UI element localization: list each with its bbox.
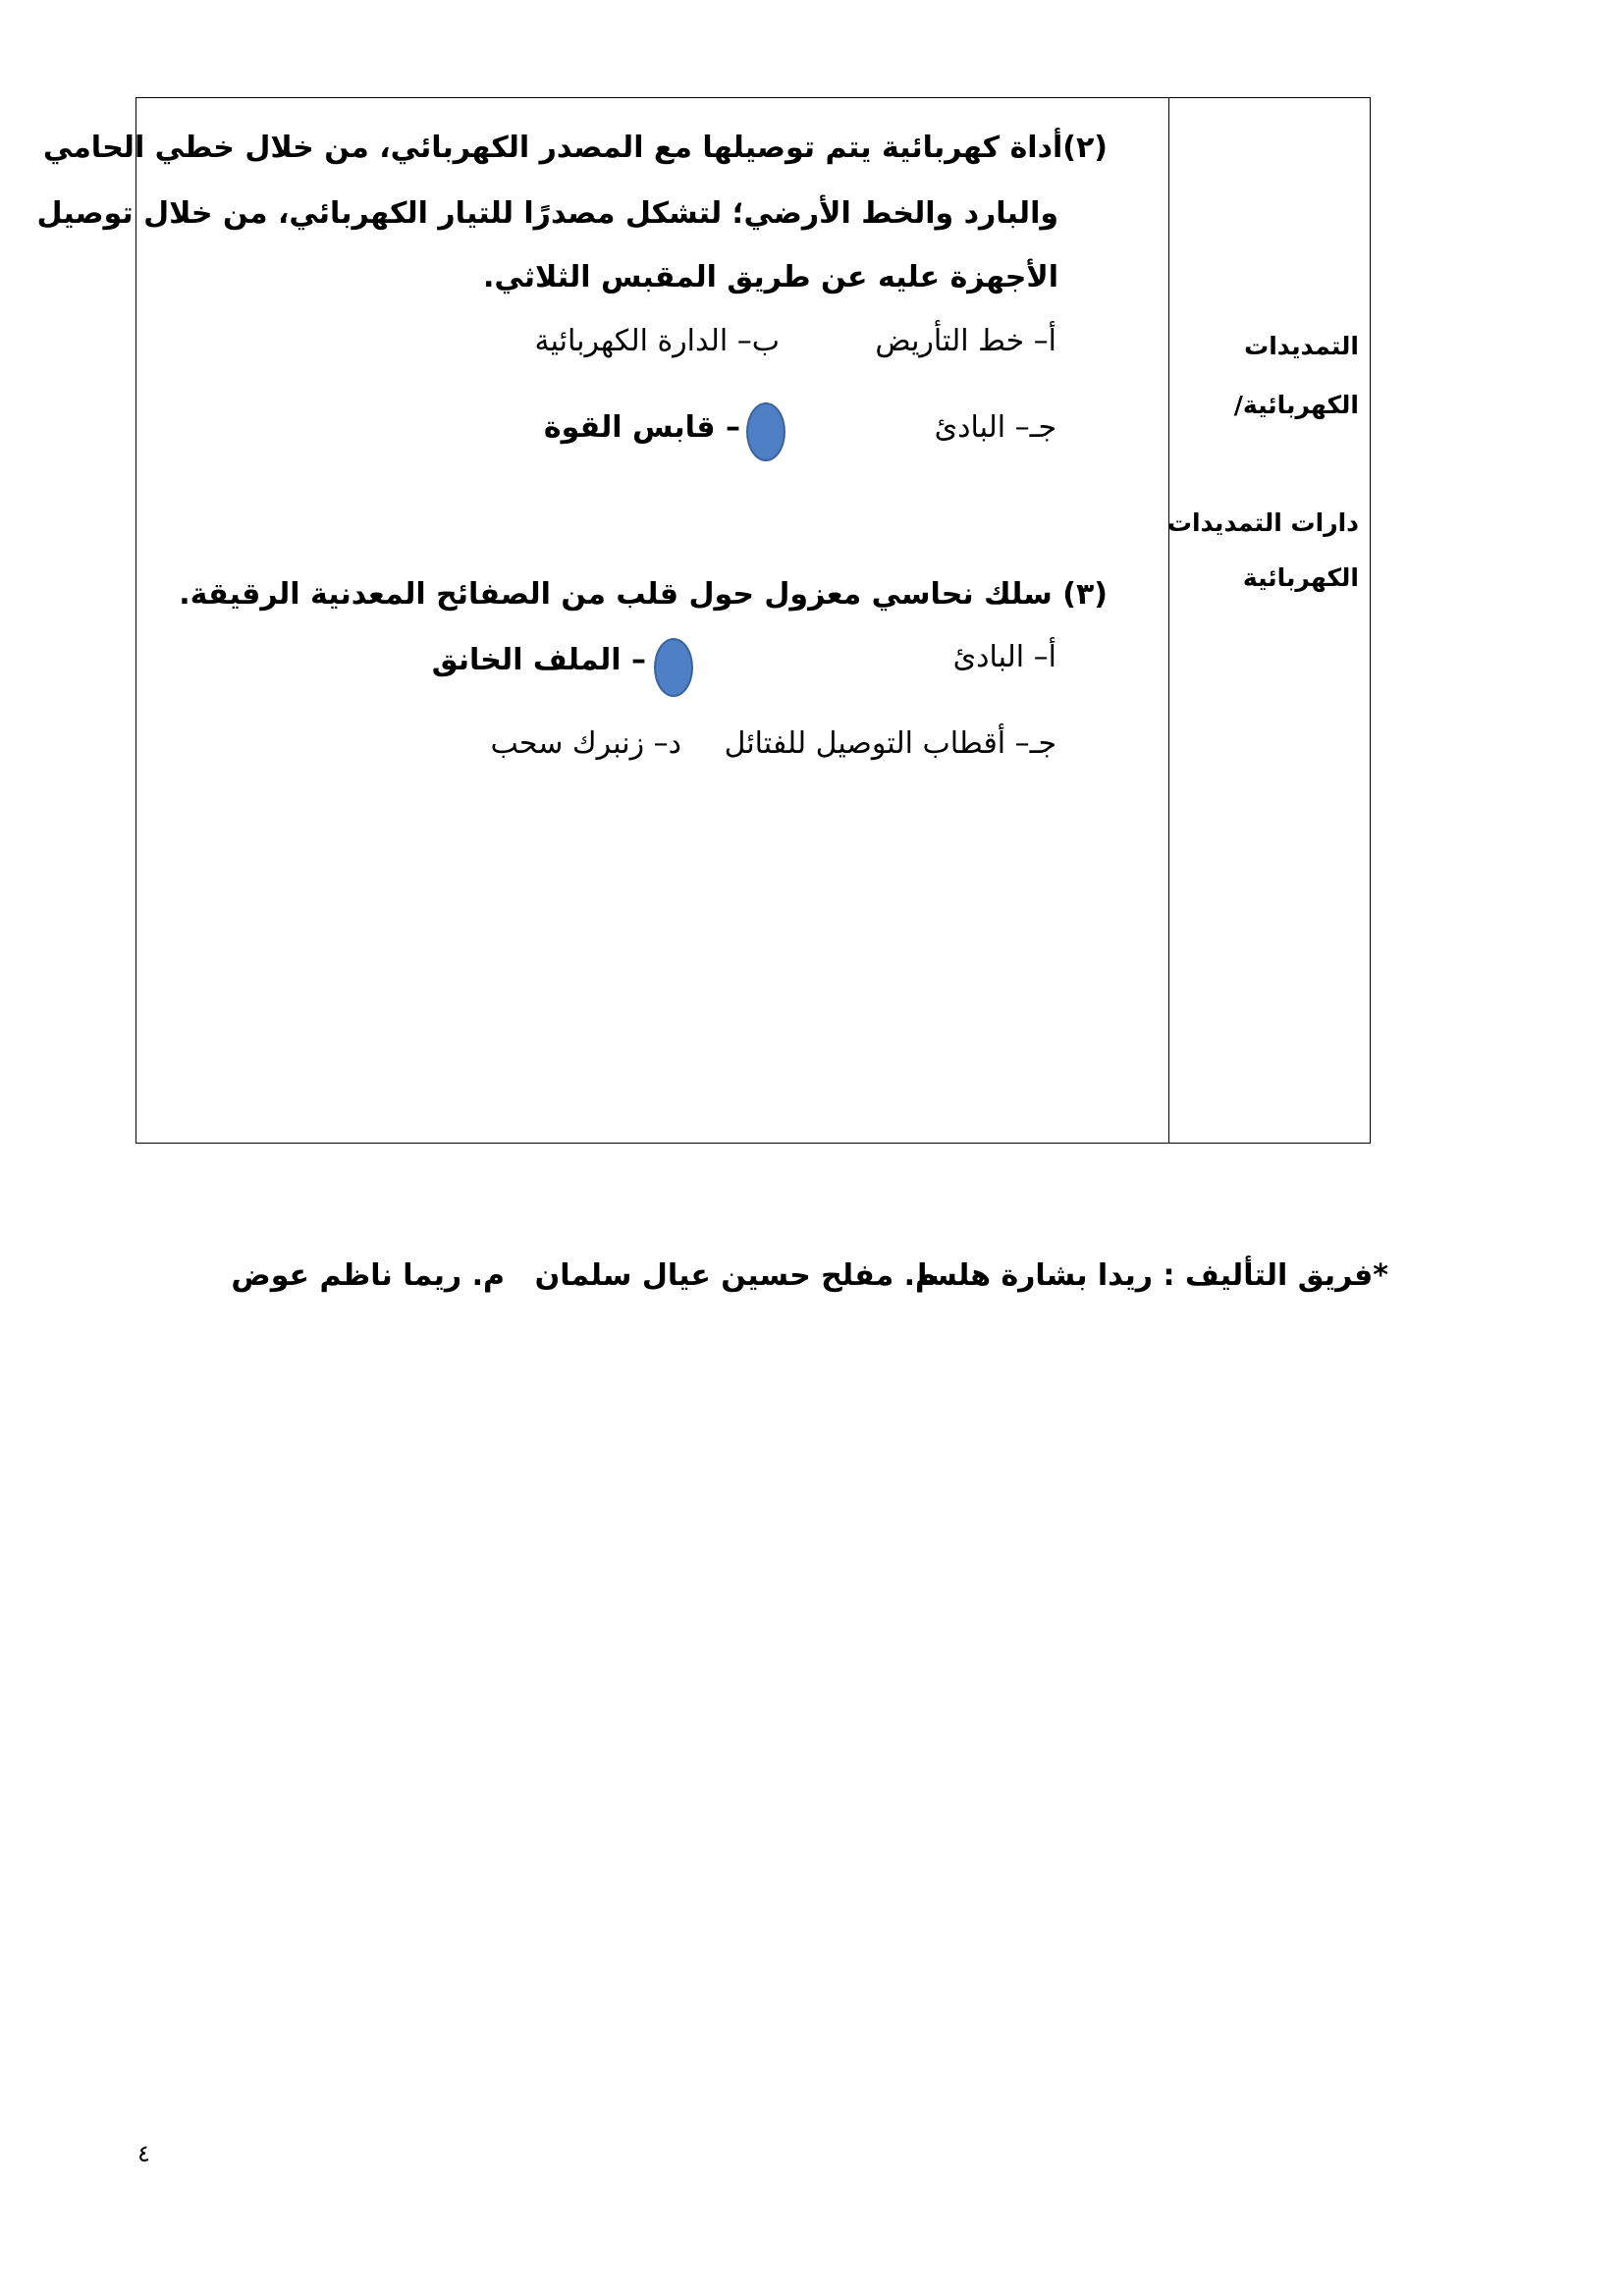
subtopic-label-line1: دارات التمديدات bbox=[1166, 508, 1359, 537]
question-2-option-c: جـ– البادئ bbox=[934, 410, 1056, 445]
question-2-line2: والبارد والخط الأرضي؛ لتشكل مصدرًا للتيار الكهربائي، من خلال توصيل bbox=[36, 196, 1058, 231]
question-2-option-a: أ– خط التأريض bbox=[875, 324, 1056, 358]
question-3-option-c: جـ– أقطاب التوصيل للفتائل bbox=[724, 726, 1056, 761]
question-3-option-d: د– زنبرك سحب bbox=[490, 726, 681, 761]
topic-label-line2: الكهربائية/ bbox=[1233, 391, 1359, 419]
question-2-option-d: – قابس القوة bbox=[543, 410, 740, 445]
subtopic-label-line2: الكهربائية bbox=[1242, 563, 1359, 592]
question-2-option-b: ب– الدارة الكهربائية bbox=[534, 324, 780, 358]
credits-team: *فريق التأليف : ريدا بشارة هلسا bbox=[917, 1258, 1388, 1293]
question-2-line1: (٢)أداة كهربائية يتم توصيلها مع المصدر الكهربائي، من خلال خطي الحامي bbox=[42, 131, 1108, 165]
credits-author-2: م. مفلح حسين عيال سلمان bbox=[534, 1258, 937, 1293]
credits-author-3: م. ريما ناظم عوض bbox=[231, 1258, 505, 1293]
content-table bbox=[135, 97, 1371, 1144]
answer-marker-q2 bbox=[746, 402, 785, 461]
column-divider bbox=[1168, 97, 1169, 1144]
page-number: ٤ bbox=[137, 2140, 150, 2167]
question-3-text: (٣) سلك نحاسي معزول حول قلب من الصفائح المعدنية الرقيقة. bbox=[179, 577, 1108, 612]
question-2-line3: الأجهزة عليه عن طريق المقبس الثلاثي. bbox=[482, 260, 1058, 294]
answer-marker-q3 bbox=[654, 638, 693, 697]
question-3-option-b: – الملف الخانق bbox=[431, 643, 646, 677]
topic-label-line1: التمديدات bbox=[1244, 332, 1359, 360]
question-3-option-a: أ– البادئ bbox=[952, 640, 1056, 674]
